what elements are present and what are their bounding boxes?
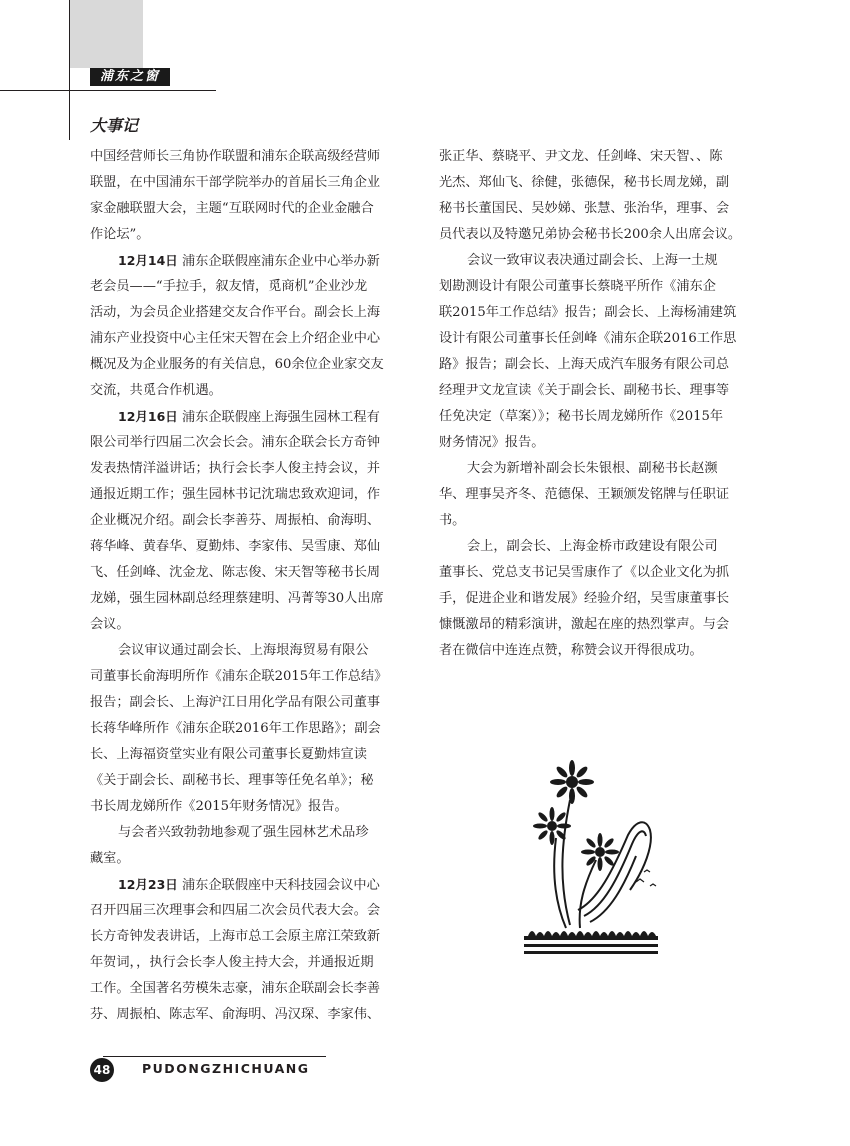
line-text: 活动，为会员企业搭建交友合作平台。副会长上海: [90, 305, 381, 320]
line-text: 飞、任剑峰、沈金龙、陈志俊、宋天智等秘书长周: [90, 565, 381, 580]
text-line: [439, 300, 759, 326]
line-text: 浦东企联假座中天科技园会议中心: [177, 878, 380, 893]
text-line: [90, 1002, 410, 1028]
footer-rule: [103, 1056, 326, 1057]
magazine-logo: 浦东之窗: [90, 68, 170, 86]
line-text: 会议。: [90, 617, 130, 632]
line-text: 经理尹文龙宣读《关于副会长、副秘书长、理事等: [439, 383, 730, 398]
text-line: [439, 248, 759, 274]
text-line: [439, 560, 759, 586]
line-text: 董事长、党总支书记吴雪康作了《以企业文化为抓: [439, 565, 730, 580]
line-text: 老会员——“手拉手，叙友情，觅商机”企业沙龙: [90, 279, 368, 294]
line-text: 书。: [439, 513, 466, 528]
text-line: [90, 664, 410, 690]
text-line: [439, 430, 759, 456]
text-line: [439, 638, 759, 664]
flower-illustration: [518, 760, 664, 960]
left-text-column: [90, 144, 410, 1028]
line-text: 蒋华峰、黄春华、夏勤炜、李家伟、吴雪康、郑仙: [90, 539, 381, 554]
text-line: [90, 534, 410, 560]
event-date: 12月14日: [118, 253, 178, 268]
line-text: 作论坛”。: [90, 227, 150, 242]
line-text: 工作。全国著名劳模朱志豪，浦东企联副会长李善: [90, 981, 381, 996]
line-text: 财务情况》报告。: [439, 435, 545, 450]
text-line: [439, 144, 759, 170]
right-text-column: [439, 144, 759, 664]
text-line: [90, 560, 410, 586]
text-line: [90, 638, 410, 664]
text-line: [439, 274, 759, 300]
text-line: [90, 274, 410, 300]
line-text: 会议审议通过副会长、上海垠海贸易有限公: [118, 643, 369, 658]
section-title: 大事记: [90, 116, 139, 135]
line-text: 长、上海福资堂实业有限公司董事长夏勤炜宣读: [90, 747, 367, 762]
text-line: [439, 378, 759, 404]
event-date: 12月23日: [118, 877, 178, 892]
line-text: 长蒋华峰所作《浦东企联2016年工作思路》；副会: [90, 721, 381, 736]
line-text: 《关于副会长、副秘书长、理事等任免名单》；秘: [90, 773, 374, 788]
header-rule: [0, 90, 216, 91]
text-line: [90, 326, 410, 352]
line-text: 秘书长董国民、吴妙娣、张慧、张治华，理事、会: [439, 201, 730, 216]
text-line: [90, 898, 410, 924]
line-text: 龙娣，强生园林副总经理蔡建明、冯菁等30人出席: [90, 591, 384, 606]
line-text: 会议一致审议表决通过副会长、上海一土规: [467, 253, 718, 268]
text-line: [90, 170, 410, 196]
header-vertical-rule: [69, 0, 70, 140]
line-text: 设计有限公司董事长任剑峰《浦东企联2016工作思: [439, 331, 737, 346]
text-line: [439, 170, 759, 196]
line-text: 员代表以及特邀兄弟协会秘书长200余人出席会议。: [439, 227, 742, 242]
line-text: 长方奇钟发表讲话，上海市总工会原主席江荣致新: [90, 929, 381, 944]
text-line: [90, 820, 410, 846]
text-line: [439, 508, 759, 534]
text-line: [439, 482, 759, 508]
line-text: 发表热情洋溢讲话；执行会长李人俊主持会议，并: [90, 461, 381, 476]
text-line: [90, 144, 410, 170]
line-text: 召开四届三次理事会和四届二次会员代表大会。会: [90, 903, 381, 918]
line-text: 与会者兴致勃勃地参观了强生园林艺术品珍: [118, 825, 369, 840]
text-line: [90, 742, 410, 768]
text-line: [90, 300, 410, 326]
text-line: [90, 196, 410, 222]
text-line: [439, 326, 759, 352]
text-line: [90, 690, 410, 716]
line-text: 概况及为企业服务的有关信息，60余位企业家交友: [90, 357, 384, 372]
text-line: [439, 352, 759, 378]
text-line: [90, 222, 410, 248]
text-line: [439, 456, 759, 482]
text-line: [90, 716, 410, 742]
line-text: 浦东企联假座上海强生园林工程有: [177, 410, 380, 425]
line-text: 手，促进企业和谐发展》经验介绍，吴雪康董事长: [439, 591, 730, 606]
event-date: 12月16日: [118, 409, 178, 424]
text-line: [439, 404, 759, 430]
line-text: 通报近期工作；强生园林书记沈瑞忠致欢迎词，作: [90, 487, 381, 502]
line-text: 藏室。: [90, 851, 130, 866]
line-text: 路》报告；副会长、上海天成汽车服务有限公司总: [439, 357, 730, 372]
line-text: 大会为新增补副会长朱银根、副秘书长赵濒: [467, 461, 718, 476]
line-text: 浦东企联假座浦东企业中心举办新: [177, 254, 380, 269]
line-text: 华、理事吴齐冬、范德保、王颖颁发铭牌与任职证: [439, 487, 730, 502]
line-text: 中国经营师长三角协作联盟和浦东企联高级经营师: [90, 149, 381, 164]
text-line: [90, 404, 410, 430]
line-text: 者在微信中连连点赞，称赞会议开得很成功。: [439, 643, 703, 658]
text-line: [90, 248, 410, 274]
line-text: 联盟，在中国浦东干部学院举办的首届长三角企业: [90, 175, 381, 190]
line-text: 芬、周振柏、陈志军、俞海明、冯汉琛、李家伟、: [90, 1007, 381, 1022]
text-line: [90, 846, 410, 872]
line-text: 书长周龙娣所作《2015年财务情况》报告。: [90, 799, 348, 814]
text-line: [90, 482, 410, 508]
line-text: 浦东产业投资中心主任宋天智在会上介绍企业中心: [90, 331, 381, 346]
text-line: [90, 794, 410, 820]
line-text: 年贺词，，执行会长李人俊主持大会，并通报近期: [90, 955, 374, 970]
text-line: [90, 456, 410, 482]
text-line: [90, 352, 410, 378]
text-line: [90, 768, 410, 794]
text-line: [90, 586, 410, 612]
line-text: 联2015年工作总结》报告；副会长、上海杨浦建筑: [439, 305, 737, 320]
line-text: 企业概况介绍。副会长李善芬、周振柏、俞海明、: [90, 513, 381, 528]
page-number: 48: [90, 1058, 114, 1082]
header-tab-block: [70, 0, 143, 68]
line-text: 光杰、郑仙飞、徐健，张德保，秘书长周龙娣，副: [439, 175, 730, 190]
line-text: 任免决定（草案）》；秘书长周龙娣所作《2015年: [439, 409, 724, 424]
text-line: [90, 508, 410, 534]
text-line: [90, 378, 410, 404]
text-line: [439, 612, 759, 638]
text-line: [90, 612, 410, 638]
text-line: [90, 950, 410, 976]
line-text: 慷慨激昂的精彩演讲，激起在座的热烈掌声。与会: [439, 617, 730, 632]
text-line: [90, 924, 410, 950]
text-line: [439, 534, 759, 560]
line-text: 家金融联盟大会，主题“互联网时代的企业金融合: [90, 201, 374, 216]
text-line: [439, 196, 759, 222]
text-line: [90, 872, 410, 898]
text-line: [90, 976, 410, 1002]
text-line: [90, 430, 410, 456]
line-text: 交流，共觅合作机遇。: [90, 383, 222, 398]
text-line: [439, 222, 759, 248]
text-line: [439, 586, 759, 612]
line-text: 张正华、蔡晓平、尹文龙、任剑峰、宋天智、、陈: [439, 149, 723, 164]
magazine-name: PUDONGZHICHUANG: [142, 1061, 310, 1076]
line-text: 司董事长俞海明所作《浦东企联2015年工作总结》: [90, 669, 388, 684]
line-text: 划勘测设计有限公司董事长蔡晓平所作《浦东企: [439, 279, 716, 294]
line-text: 限公司举行四届二次会长会。浦东企联会长方奇钟: [90, 435, 381, 450]
line-text: 会上，副会长、上海金桥市政建设有限公司: [467, 539, 718, 554]
line-text: 报告；副会长、上海沪江日用化学品有限公司董事: [90, 695, 381, 710]
